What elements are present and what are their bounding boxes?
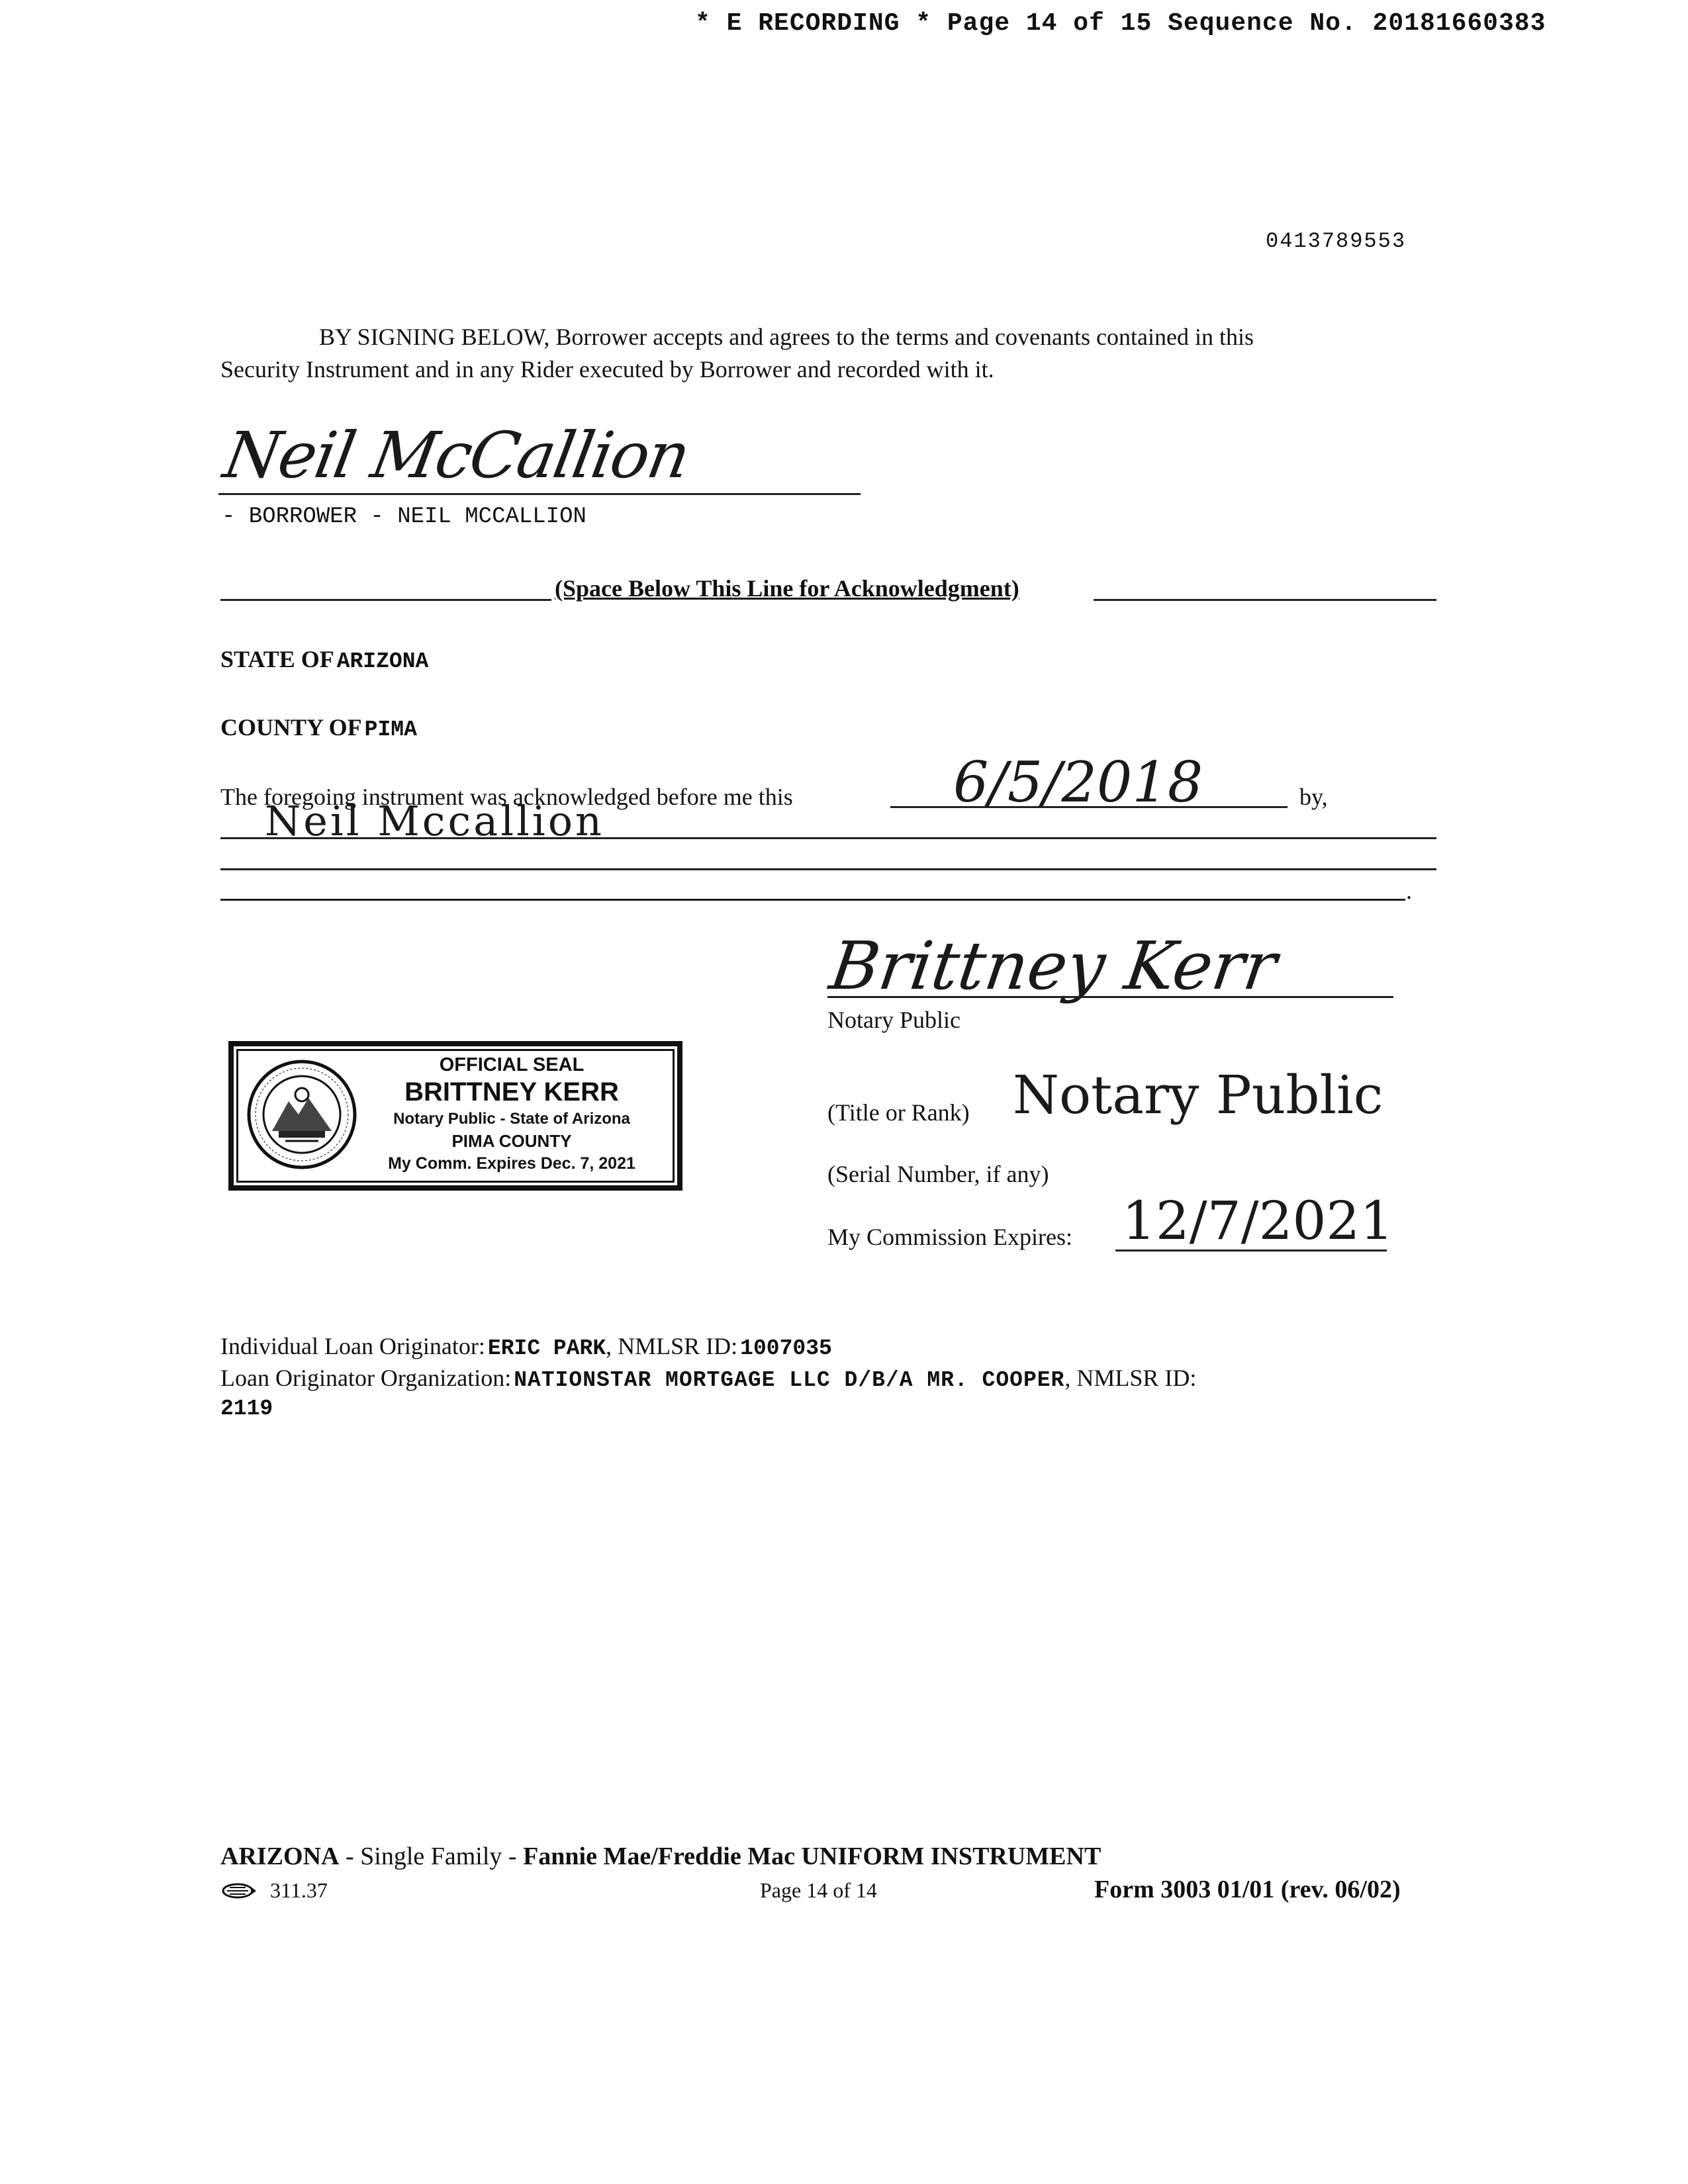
- title-label: (Title or Rank): [827, 1099, 970, 1126]
- form-logo-icon: [220, 1882, 258, 1900]
- title-handwritten: Notary Public: [1013, 1064, 1383, 1126]
- footer-title: [220, 1842, 1101, 1871]
- borrower-signature: Neil McCallion: [218, 418, 695, 492]
- arizona-state-seal-icon: [246, 1058, 358, 1171]
- state-label: STATE OF: [220, 646, 334, 672]
- footer-separator: - Single Family -: [339, 1843, 524, 1870]
- organization-nmlsr-id: 2119: [220, 1396, 273, 1421]
- county-label: COUNTY OF: [220, 714, 362, 741]
- acknowledgment-divider-left: [220, 599, 551, 601]
- individual-nmlsr-id: 1007035: [740, 1336, 832, 1361]
- individual-originator-line: [220, 1332, 832, 1361]
- acknowledged-name: Neil Mccallion: [265, 797, 604, 845]
- county-line: [220, 713, 417, 742]
- individual-nmlsr-label: , NMLSR ID:: [606, 1333, 738, 1359]
- serial-label: (Serial Number, if any): [827, 1161, 1049, 1187]
- acknowledged-name-line-3: [220, 899, 1405, 901]
- organization-nmlsr-label: , NMLSR ID:: [1064, 1365, 1197, 1391]
- notary-signature: Brittney Kerr: [825, 927, 1282, 1005]
- footer-code: 311.37: [270, 1878, 328, 1902]
- commission-label: My Commission Expires:: [827, 1224, 1073, 1250]
- acknowledged-date: 6/5/2018: [953, 750, 1203, 815]
- seal-line-1: OFFICIAL SEAL: [439, 1054, 585, 1075]
- acknowledged-name-line-2: [220, 868, 1436, 870]
- commission-line: [1115, 1250, 1387, 1251]
- seal-line-5: My Comm. Expires Dec. 7, 2021: [388, 1154, 635, 1173]
- state-line: [220, 645, 428, 674]
- footer-state: ARIZONA: [220, 1843, 340, 1870]
- individual-originator-label: Individual Loan Originator:: [220, 1333, 485, 1359]
- seal-line-2: BRITTNEY KERR: [404, 1077, 619, 1107]
- acknowledged-text: The foregoing instrument was acknowledged before me this: [220, 784, 793, 810]
- footer-instrument: Fannie Mae/Freddie Mac UNIFORM INSTRUMENT: [523, 1843, 1102, 1870]
- acknowledged-period: .: [1406, 878, 1412, 904]
- organization-originator-name: NATIONSTAR MORTGAGE LLC D/B/A MR. COOPER: [514, 1368, 1065, 1392]
- intro-line-1: BY SIGNING BELOW, Borrower accepts and agrees to the terms and covenants contained in this: [319, 324, 1254, 350]
- acknowledgment-heading: (Space Below This Line for Acknowledgment): [555, 575, 1019, 602]
- county-value: PIMA: [364, 717, 417, 742]
- state-value: ARIZONA: [336, 649, 429, 674]
- official-seal-stamp: [228, 1041, 682, 1191]
- seal-line-3: Notary Public - State of Arizona: [393, 1110, 630, 1128]
- footer-form: Form 3003 01/01 (rev. 06/02): [1094, 1876, 1401, 1903]
- acknowledged-by: by,: [1299, 784, 1328, 810]
- intro-line-2: Security Instrument and in any Rider executed by Borrower and recorded with it.: [220, 356, 994, 383]
- individual-originator-name: ERIC PARK: [487, 1336, 606, 1361]
- borrower-signature-line: [218, 493, 861, 495]
- footer-page: Page 14 of 14: [760, 1878, 877, 1902]
- seal-line-4: PIMA COUNTY: [451, 1131, 572, 1151]
- commission-handwritten: 12/7/2021: [1122, 1190, 1394, 1251]
- acknowledged-name-line-1: [220, 837, 1436, 839]
- organization-originator-label: Loan Originator Organization:: [220, 1365, 512, 1391]
- recording-header: * E RECORDING * Page 14 of 15 Sequence No. 20181660383: [695, 9, 1546, 38]
- organization-originator-line: [220, 1364, 1196, 1392]
- acknowledgment-divider-right: [1094, 599, 1436, 601]
- borrower-label: - BORROWER - NEIL MCCALLION: [222, 504, 586, 529]
- notary-label: Notary Public: [827, 1007, 961, 1033]
- loan-number: 0413789553: [1266, 229, 1407, 253]
- notary-signature-line: [827, 996, 1393, 998]
